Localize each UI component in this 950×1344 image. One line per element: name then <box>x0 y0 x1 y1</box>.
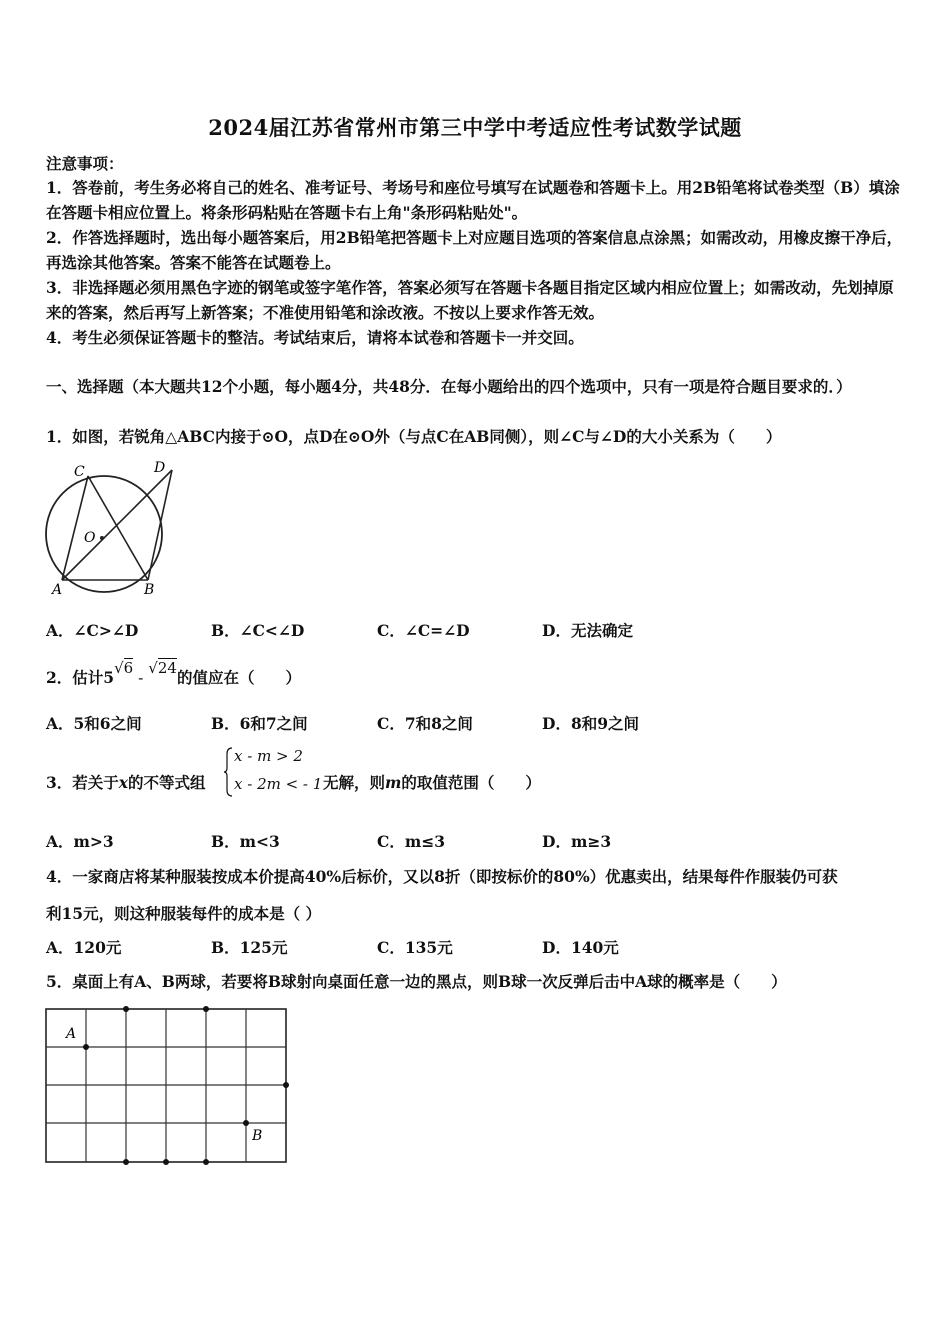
q2-option-c: C．7和8之间 <box>377 714 473 733</box>
q1-option-d: D．无法确定 <box>542 621 633 640</box>
q3-stem-left <box>46 771 206 793</box>
label-ball-b: B <box>252 1128 263 1144</box>
label-d: D <box>154 460 166 476</box>
q2-suffix: 的值应在（ ） <box>176 668 301 687</box>
ball-a <box>83 1044 89 1050</box>
label-o: O <box>84 530 96 546</box>
inequality-1: x - m > 2 <box>234 747 303 765</box>
label-b: B <box>144 582 155 598</box>
label-a: A <box>52 582 63 598</box>
segment-cb <box>88 476 148 580</box>
notice-item-3: 3．非选择题必须用黑色字迹的钢笔或签字笔作答，答案必须写在答题卡各题目指定区域内相应位置上；如需改动，先划掉原来的答案，然后再写上新答案；不准使用铅笔和涂改液。不按以上要求作答无效。 <box>46 278 894 322</box>
q4-stem-line2: 利15元，则这种服装每件的成本是（ ） <box>46 904 321 923</box>
notice-item-2: 2．作答选择题时，选出每小题答案后，用2B铅笔把答题卡上对应题目选项的答案信息点涂黑；如需改动，用橡皮擦干净后，再选涂其他答案。答案不能答在试题卷上。 <box>46 228 903 272</box>
q2-minus: - <box>133 669 149 687</box>
q3-mid: 的不等式组 <box>128 773 206 792</box>
q3-option-a: A．m>3 <box>46 832 114 851</box>
q2-option-b: B．6和7之间 <box>211 714 308 733</box>
radicand-24: 24 <box>157 659 177 677</box>
q5-grid-figure <box>40 1002 295 1170</box>
black-dot <box>123 1006 129 1012</box>
black-dot <box>163 1159 169 1165</box>
q1-option-c: C．∠C=∠D <box>377 621 470 640</box>
section-heading: 一、选择题（本大题共12个小题，每小题4分，共48分．在每小题给出的四个选项中，只有一项是符合题目要求的．） <box>46 377 852 396</box>
page-title: 2024届江苏省常州市第三中学中考适应性考试数学试题 <box>208 115 742 140</box>
notice-item-4: 4．考生必须保证答题卡的整洁。考试结束后，请将本试卷和答题卡一并交回。 <box>46 328 584 347</box>
q4-option-d: D．140元 <box>542 938 619 957</box>
radical-sign: √ <box>114 659 124 677</box>
q3-after: 无解，则 <box>323 773 386 792</box>
q3-var-m: m <box>385 773 402 792</box>
black-dot <box>123 1159 129 1165</box>
q3-prefix: 3．若关于 <box>46 773 119 792</box>
label-c: C <box>74 464 85 480</box>
q1-circle-figure <box>40 458 180 600</box>
notice-item-1: 1．答卷前，考生务必将自己的姓名、准考证号、考场号和座位号填写在试题卷和答题卡上。用2B铅笔将试卷类型（B）填涂在答题卡相应位置上。将条形码粘贴在答题卡右上角"条形码粘贴处"。 <box>46 178 900 222</box>
q4-option-a: A．120元 <box>46 938 122 957</box>
ball-b <box>243 1120 249 1126</box>
label-ball-a: A <box>66 1026 77 1042</box>
q4-option-c: C．135元 <box>377 938 453 957</box>
q4-stem-line1: 4．一家商店将某种服装按成本价提高40%后标价，又以8折（即按标价的80%）优惠卖出，结果每件作服装仍可获 <box>46 867 838 886</box>
sqrt-24 <box>148 659 177 677</box>
segment-bd <box>148 470 172 580</box>
q3-var-x: x <box>118 773 129 792</box>
q2-prefix: 2．估计5 <box>46 668 115 687</box>
q1-option-b: B．∠C<∠D <box>211 621 305 640</box>
q2-option-a: A．5和6之间 <box>46 714 142 733</box>
q3-option-b: B．m<3 <box>211 832 280 851</box>
inequality-2: x - 2m < - 1 <box>234 775 323 793</box>
radicand-6: 6 <box>123 659 134 677</box>
q2-stem <box>46 659 301 688</box>
q1-stem: 1．如图，若锐角△ABC内接于⊙O，点D在⊙O外（与点C在AB同侧），则∠C与∠D的大小关系为（ ） <box>46 427 782 446</box>
sqrt-6 <box>114 659 133 677</box>
q1-option-a: A．∠C>∠D <box>46 621 139 640</box>
notice-heading: 注意事项： <box>46 154 124 173</box>
q3-stem-right <box>323 771 541 793</box>
q5-stem: 5．桌面上有A、B两球，若要将B球射向桌面任意一边的黑点，则B球一次反弹后击中A球的概率是（ ） <box>46 972 787 991</box>
black-dot <box>203 1006 209 1012</box>
segment-ca <box>62 476 88 580</box>
q3-suffix: 的取值范围（ ） <box>401 773 541 792</box>
black-dot <box>203 1159 209 1165</box>
segment-ad <box>62 470 172 580</box>
q3-option-c: C．m≤3 <box>377 832 446 851</box>
black-dot <box>283 1082 289 1088</box>
q3-option-d: D．m≥3 <box>542 832 612 851</box>
q2-option-d: D．8和9之间 <box>542 714 640 733</box>
center-dot <box>100 536 104 540</box>
radical-sign: √ <box>148 659 158 677</box>
system-brace <box>224 746 234 798</box>
q4-option-b: B．125元 <box>211 938 288 957</box>
